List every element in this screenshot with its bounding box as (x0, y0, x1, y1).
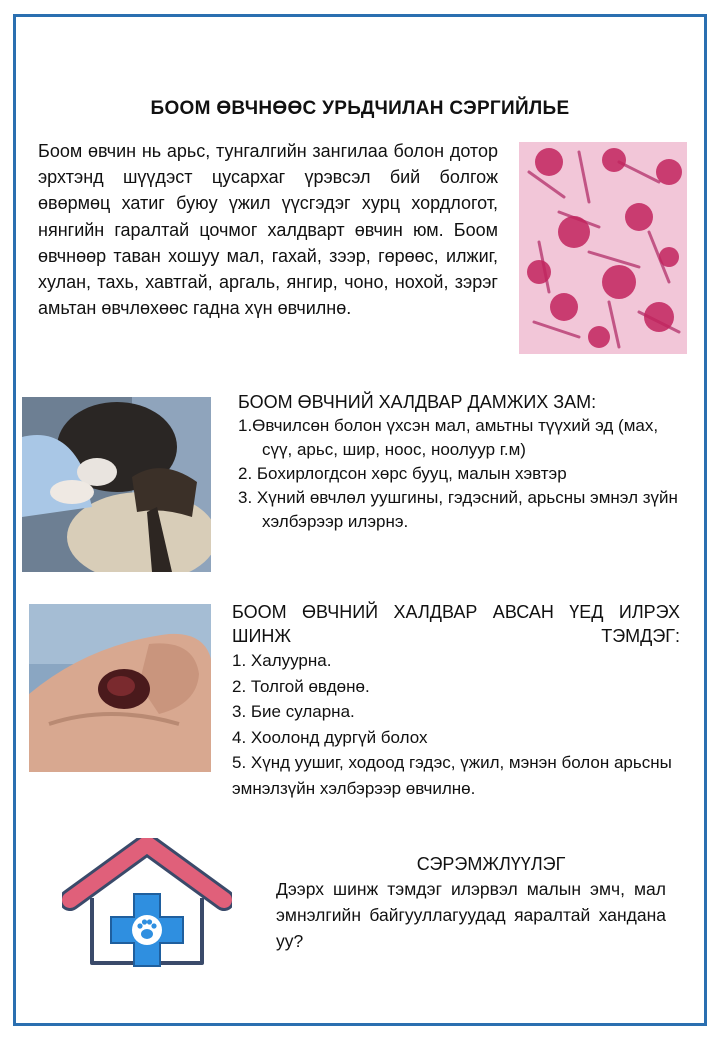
skin-lesion-photo (29, 604, 211, 772)
caution-text: Дээрх шинж тэмдэг илэрвэл малын эмч, мал эмнэлгийн байгууллагуудад яаралтай хандана уу? (276, 879, 666, 951)
symptoms-list (232, 648, 680, 801)
list-item: 4. Хоолонд дургүй болох (232, 727, 428, 747)
symptoms-heading: БООМ ӨВЧНИЙ ХАЛДВАР АВСАН ҮЕД ИЛРЭХ ШИНЖ ТЭМДЭГ: (232, 602, 680, 646)
bacteria-micrograph (519, 142, 687, 354)
list-item: 1. Халуурна. (232, 651, 332, 670)
livestock-inspection-photo (22, 397, 211, 572)
list-item: 2. Бохирлогдсон хөрс бууц, малын хэвтэр (238, 464, 567, 483)
list-item: 2. Толгой өвдөнө. (232, 676, 370, 696)
caution-heading: СЭРЭМЖЛҮҮЛЭГ (416, 854, 566, 874)
list-item: 1.Өвчилсөн болон үхсэн мал, амьтны түүхий эд (мах, сүү, арьс, шир, ноос, ноолуур г.м) (238, 416, 659, 459)
vet-clinic-house-icon (62, 838, 232, 970)
caution-section (276, 852, 666, 954)
transmission-list (238, 414, 690, 534)
transmission-heading: БООМ ӨВЧНИЙ ХАЛДВАР ДАМЖИХ ЗАМ: (238, 392, 597, 412)
list-item: 3. Бие суларна. (232, 702, 355, 721)
intro-paragraph: Боом өвчин нь арьс, тунгалгийн зангилаа болон дотор эрхтэнд шүүдэст цусархаг үрэвсэл бий болгож өвөрмөц хатиг буюу үжил үүсгэдэг хурц хордлогот, нянгийн гаралтай цочмог халдварт өвчин юм. Боом өвчнөөр таван хошуу мал, гахай, зээр, гөрөөс, илжиг, хулан, тахь, хавтгай, аргаль, янгир, чоно, нохой, зэрэг амьтан өвчлөхөөс гадна хүн өвчилнө. (38, 141, 498, 319)
transmission-section (238, 390, 690, 534)
list-item: 5. Хүнд уушиг, ходоод гэдэс, үжил, мэнэн болон арьсны эмнэлзүйн хэлбэрээр өвчилнө. (232, 753, 672, 798)
list-item: 3. Хүний өвчлөл уушгины, гэдэсний, арьсны эмнэл зүйн хэлбэрээр илэрнэ. (238, 488, 678, 531)
symptoms-section (232, 600, 680, 801)
page-title: БООМ ӨВЧНӨӨС УРЬДЧИЛАН СЭРГИЙЛЬЕ (150, 98, 570, 119)
